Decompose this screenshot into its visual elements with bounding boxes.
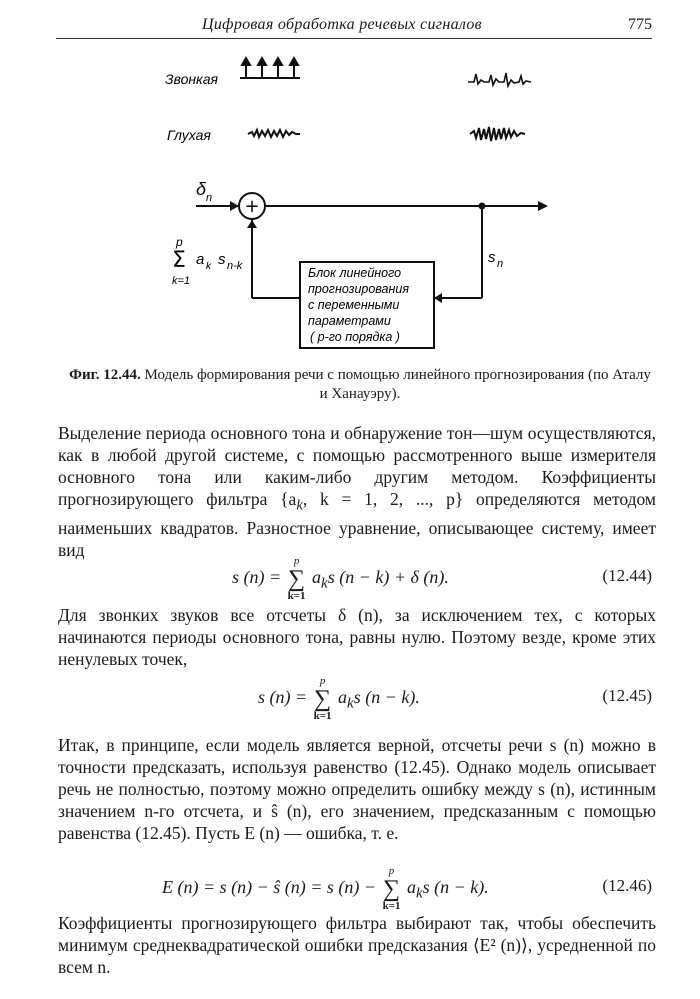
header-title: Цифровая обработка речевых сигналов <box>202 16 482 33</box>
speech-model-figure <box>0 50 700 360</box>
eq2-top: p <box>319 675 326 687</box>
eq3-number: (12.46) <box>602 876 652 895</box>
equation-12-45 <box>0 676 700 720</box>
eq3-sum: p ∑ k=1 <box>382 865 401 912</box>
caption-text: Модель формирования речи с помощью линейного прогнозирования (по Аталу и Ханауэру). <box>144 367 651 402</box>
running-header <box>56 14 652 39</box>
block-line-1: Блок линейного <box>308 266 402 280</box>
paragraph-4: Коэффициенты прогнозирующего фильтра выбирают так, чтобы обеспечить минимум среднеквадратической ошибки предсказания ⟨E² (n)⟩, усредненной по всем n. <box>58 913 656 977</box>
summation-operator: + <box>244 196 260 217</box>
feedback-coef: a <box>196 251 205 268</box>
paragraph-1-text-b: , k = 1, 2, ..., p} определяются методом наименьших квадратов. Разностное уравнение, описывающее систему, имеет вид <box>58 489 657 560</box>
eq3-top: p <box>388 865 395 877</box>
equation-12-44 <box>0 556 700 600</box>
paragraph-1-sub: k <box>296 497 303 514</box>
equation-12-46 <box>0 866 700 910</box>
eq2-rhs-sub: k <box>347 695 354 712</box>
voiced-waveform-icon <box>468 73 531 86</box>
eq3-rhs-sub: k <box>415 885 423 902</box>
feedback-sigma-bottom: k=1 <box>172 275 191 287</box>
paragraph-3: Итак, в принципе, если модель является верной, отсчеты речи s (n) можно в точности предсказать, используя равенство (12.45). Однако модель описывает речь не полностью, поэтому можно определить ошибку между s (n), истинным значением n-го отсчета, и ŝ (n), его значением, предсказанным с помощью равенства (12.45). Пусть E (n) — ошибка, т. е. <box>58 735 656 843</box>
output-sub: n <box>497 258 504 270</box>
eq1-rhs-sub: k <box>321 575 328 592</box>
unvoiced-label: Глухая <box>167 127 211 143</box>
eq2-rhs: a <box>338 687 348 708</box>
eq1-bot: k=1 <box>287 590 306 602</box>
page-number: 775 <box>628 16 652 33</box>
eq3-bot: k=1 <box>382 900 401 912</box>
block-line-2: прогнозирования <box>308 282 410 296</box>
eq1-rhs: a <box>312 567 322 588</box>
feedback-sigma-top: p <box>176 235 183 249</box>
eq2-bot: k=1 <box>313 710 332 722</box>
eq2-number: (12.45) <box>602 686 652 705</box>
input-sub: n <box>206 192 213 204</box>
eq3-lhs: E (n) = s (n) − ŝ (n) = s (n) − <box>162 877 377 898</box>
eq1-sum: p ∑ k=1 <box>287 555 306 602</box>
input-symbol: δ <box>196 179 207 199</box>
eq3-rhs2: s (n − k). <box>422 877 489 898</box>
paragraph-1-text: Выделение периода основного тона и обнаружение тон—шум осуществляются, как в любой другой системе, с помощью рассмотренного выше измерителя основного тона или каким-либо другим методом. Коэффициенты прогнозирующего фильтра {a <box>58 423 656 509</box>
eq3-rhs: a <box>406 877 416 898</box>
paragraph-2: Для звонких звуков все отсчеты δ (n), за исключением тех, с которых начинаются периоды основного тона, равны нулю. Поэтому везде, кроме этих ненулевых точек, <box>58 605 656 669</box>
noise-source-icon <box>248 130 300 137</box>
eq2-sum: p ∑ k=1 <box>313 675 332 722</box>
block-line-5: ( p-го порядка ) <box>310 330 400 344</box>
eq2-lhs: s (n) = <box>258 687 308 708</box>
paragraph-1 <box>58 422 656 561</box>
eq1-top: p <box>293 555 300 567</box>
eq1-lhs: s (n) = <box>232 567 282 588</box>
figure-caption <box>64 366 656 404</box>
feedback-s-sub: n-k <box>227 260 243 272</box>
eq1-number: (12.44) <box>602 566 652 585</box>
feedback-coef-sub: k <box>206 261 211 272</box>
eq1-rhs2: s (n − k) + δ (n). <box>327 567 449 588</box>
block-line-4: параметрами <box>308 314 391 328</box>
block-line-3: с переменными <box>308 298 400 312</box>
eq2-rhs2: s (n − k). <box>353 687 420 708</box>
voiced-label: Звонкая <box>165 71 218 87</box>
feedback-sigma: Σ <box>172 248 186 273</box>
feedback-s: s <box>218 251 226 268</box>
impulse-train-icon <box>240 58 300 78</box>
unvoiced-waveform-icon <box>470 127 525 141</box>
caption-label: Фиг. 12.44. <box>69 367 141 383</box>
output-symbol: s <box>488 249 496 266</box>
